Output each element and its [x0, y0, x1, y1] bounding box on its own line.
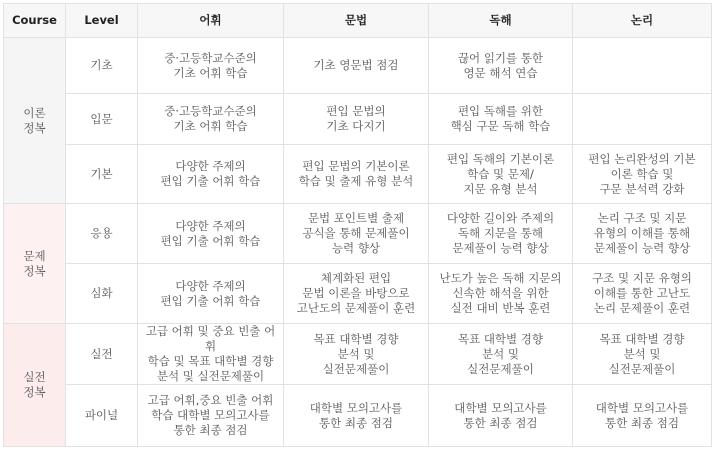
vocabulary-cell: 중·고등학교수준의 기초 어휘 학습 — [138, 94, 284, 145]
logic-cell: 구조 및 지문 유형의 이해를 통한 고난도 논리 문제풀이 훈련 — [573, 264, 712, 324]
level-cell: 파이널 — [66, 385, 138, 447]
logic-cell: 목표 대학별 경향 분석 및 실전문제풀이 — [573, 324, 712, 385]
reading-cell: 목표 대학별 경향 분석 및 실전문제풀이 — [429, 324, 573, 385]
vocabulary-cell: 고급 어휘 및 중요 빈출 어휘 학습 및 목표 대학별 경향 분석 및 실전문제풀이 — [138, 324, 284, 385]
header-course: Course — [4, 4, 66, 38]
logic-cell: 편입 논리완성의 기본 이론 학습 및 구문 분석력 강화 — [573, 145, 712, 204]
curriculum-table — [3, 3, 712, 447]
logic-cell — [573, 94, 712, 145]
header-grammar: 문법 — [284, 4, 429, 38]
course-problem: 문제 정복 — [4, 204, 66, 324]
level-cell: 응용 — [66, 204, 138, 264]
table-row — [4, 324, 712, 385]
header-logic: 논리 — [573, 4, 712, 38]
vocabulary-cell: 다양한 주제의 편입 기출 어휘 학습 — [138, 145, 284, 204]
grammar-cell: 문법 포인트별 출제 공식을 통해 문제풀이 능력 향상 — [284, 204, 429, 264]
reading-cell: 대학별 모의고사를 통한 최종 점검 — [429, 385, 573, 447]
reading-cell: 편입 독해의 기본이론 학습 및 문제/ 지문 유형 분석 — [429, 145, 573, 204]
header-vocabulary: 어휘 — [138, 4, 284, 38]
course-practice: 실전 정복 — [4, 324, 66, 447]
vocabulary-cell: 다양한 주제의 편입 기출 어휘 학습 — [138, 264, 284, 324]
grammar-cell: 대학별 모의고사를 통한 최종 점검 — [284, 385, 429, 447]
logic-cell — [573, 38, 712, 94]
table-row — [4, 204, 712, 264]
grammar-cell: 체계화된 편입 문법 이론을 바탕으로 고난도의 문제풀이 훈련 — [284, 264, 429, 324]
level-cell: 입문 — [66, 94, 138, 145]
level-cell: 실전 — [66, 324, 138, 385]
level-cell: 심화 — [66, 264, 138, 324]
vocabulary-cell: 중·고등학교수준의 기초 어휘 학습 — [138, 38, 284, 94]
level-cell: 기초 — [66, 38, 138, 94]
reading-cell: 편입 독해를 위한 핵심 구문 독해 학습 — [429, 94, 573, 145]
reading-cell: 다양한 길이와 주제의 독해 지문을 통해 문제풀이 능력 향상 — [429, 204, 573, 264]
course-theory: 이론 정복 — [4, 38, 66, 204]
header-level: Level — [66, 4, 138, 38]
grammar-cell: 기초 영문법 점검 — [284, 38, 429, 94]
table-row — [4, 264, 712, 324]
logic-cell: 대학별 모의고사를 통한 최종 점검 — [573, 385, 712, 447]
grammar-cell: 목표 대학별 경향 분석 및 실전문제풀이 — [284, 324, 429, 385]
header-reading: 독해 — [429, 4, 573, 38]
table-row — [4, 385, 712, 447]
grammar-cell: 편입 문법의 기초 다지기 — [284, 94, 429, 145]
table-row — [4, 145, 712, 204]
reading-cell: 끊어 읽기를 통한 영문 해석 연습 — [429, 38, 573, 94]
header-row — [4, 4, 712, 38]
logic-cell: 논리 구조 및 지문 유형의 이해를 통해 문제풀이 능력 향상 — [573, 204, 712, 264]
grammar-cell: 편입 문법의 기본이론 학습 및 출제 유형 분석 — [284, 145, 429, 204]
table-row — [4, 94, 712, 145]
reading-cell: 난도가 높은 독해 지문의 신속한 해석을 위한 실전 대비 반복 훈련 — [429, 264, 573, 324]
table-row — [4, 38, 712, 94]
level-cell: 기본 — [66, 145, 138, 204]
vocabulary-cell: 고급 어휘,중요 빈출 어휘 학습 대학별 모의고사를 통한 최종 점검 — [138, 385, 284, 447]
vocabulary-cell: 다양한 주제의 편입 기출 어휘 학습 — [138, 204, 284, 264]
